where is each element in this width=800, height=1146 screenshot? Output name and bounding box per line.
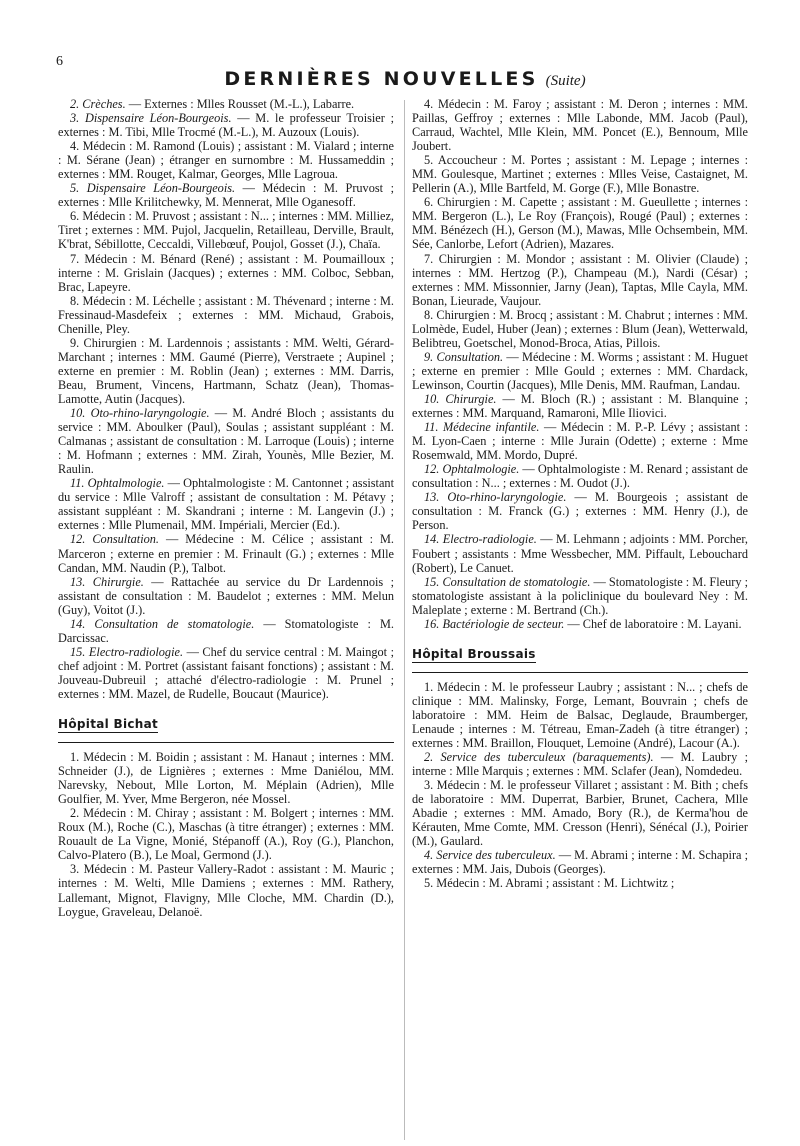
paragraph-text: 1. Médecin : M. Boidin ; assistant : M. Hanaut ; internes : MM. Schneider (J.), de Lignières ; externes : Mme Daniélou, MM. Narevsky, Nebout, Mlle Lorton, M. Méplain (Adrien), Mlle Goulfier, M. Yver, Mme Bergeron, née Mossel.: [58, 750, 394, 807]
paragraph: [412, 252, 748, 308]
left-column: [58, 97, 394, 919]
paragraph: [412, 195, 748, 251]
paragraph: [412, 420, 748, 462]
title-text: DERNIÈRES NOUVELLES: [224, 68, 539, 90]
paragraph-label: 12. Ophtalmologie.: [424, 462, 520, 477]
paragraph-label: 14. Consultation de stomatologie.: [70, 616, 255, 631]
paragraph-text: 4. Médecin : M. Ramond (Louis) ; assistant : M. Vialard ; interne : M. Sérane (Jean) ; étranger en surnombre : M. Hussameddin ; externes : MM. Rouget, Kalmar, Georges, Mlle Lagroua.: [58, 139, 394, 182]
paragraph-text: — Ophtalmologiste : M. Cantonnet ; assistant du service : Mlle Valroff ; assistant de consultation : M. Pétavy ; assistant suppléant : M. Skandrani ; interne : M. Langevin (J.) ; externes : Mlle Plumenail, MM. Impériali, Mercier (Ed.).: [58, 476, 394, 533]
paragraph: [58, 209, 394, 251]
paragraph-text: — M. Abrami ; interne : M. Schapira ; externes : MM. Jais, Dubois (Georges).: [412, 848, 749, 877]
paragraph-text: — M. le professeur Troisier ; externes : M. Tibi, Mlle Trocmé (M.-L.), M. Auzoux (Louis).: [58, 111, 395, 140]
paragraph-text: 8. Médecin : M. Léchelle ; assistant : M. Thévenard ; interne : M. Fressinaud-Masdefeix ; externes : MM. Michaud, Grabois, Chenille, Pley.: [58, 293, 394, 336]
broussais-paragraphs: [412, 680, 748, 891]
paragraph-text: 5. Médecin : M. Abrami ; assistant : M. Lichtwitz ;: [424, 876, 675, 891]
paragraph: [412, 350, 748, 392]
paragraph-text: 7. Médecin : M. Bénard (René) ; assistant : M. Poumailloux ; interne : M. Grislain (Jacques) ; externes : MM. Colboc, Sebban, Brac, Lapeyre.: [58, 251, 394, 294]
paragraph-label: 9. Consultation.: [424, 349, 504, 364]
paragraph-label: 4. Service des tuberculeux.: [424, 848, 556, 863]
paragraph-text: — M. André Bloch ; assistants du service : MM. Aboulker (Paul), Soulas ; assistant suppléant : M. Calmanas ; assistant de consultation : M. Larroque (Louis) ; interne : M. Hofmann ; externes : MM. Zirah, Younès, Mlle Bezier, M. Raulin.: [58, 406, 395, 477]
paragraph: [58, 406, 394, 476]
paragraph: [412, 392, 748, 420]
paragraph-label: 11. Ophtalmologie.: [70, 476, 165, 491]
paragraph: [58, 617, 394, 645]
column-divider: [404, 100, 405, 1140]
page-title: [60, 68, 750, 90]
paragraph-text: 1. Médecin : M. le professeur Laubry ; assistant : N... ; chefs de clinique : MM. Malinsky, Forge, Lemant, Bouvrain ; chefs de laboratoire : MM. Heim de Balsac, Deglaude, Braumberger, Lenaude ; internes : M. Tétreau, Eman-Zadeh (à titre étranger) ; externes : MM. Braillon, Flouquet, Lemoine (André), Lacour (A.).: [412, 679, 748, 751]
paragraph: [412, 153, 748, 195]
paragraph: [412, 848, 748, 876]
paragraph: [412, 680, 748, 750]
paragraph-text: — Médecine : M. Célice ; assistant : M. Marceron ; externe en premier : M. Frinault (G.) ; externes : Mlle Candan, MM. Naudin (P.), Talbot.: [58, 532, 394, 575]
paragraph-label: 13. Chirurgie.: [70, 574, 144, 589]
paragraph-label: 14. Electro-radiologie.: [424, 532, 537, 547]
paragraph-text: — M. Lehmann ; adjoints : MM. Porcher, Foubert ; assistants : Mme Wessbecher, MM. Piffault, Lebouchard (Robert), Le Canuet.: [412, 532, 748, 575]
paragraph: [58, 97, 394, 111]
paragraph-text: — Ophtalmologiste : M. Renard ; assistant de consultation : N... ; externes : M. Oudot (J.).: [412, 462, 748, 491]
paragraph: [58, 111, 394, 139]
paragraph-text: 3. Médecin : M. Pasteur Vallery-Radot : assistant : M. Mauric ; internes : M. Welti, Mlle Damiens ; externes : MM. Rathery, Lallemant, Mignot, Flavigny, Mlle Cloche, MM. Chardin (D.), Loygue, Graveleau, Delanoë.: [58, 862, 394, 919]
paragraph-text: — Stomatologiste : M. Darcissac.: [58, 616, 394, 645]
paragraph-text: — M. Laubry ; interne : Mlle Marquis ; externes : MM. Sclafer (Jean), Nomdedeu.: [412, 750, 748, 779]
paragraph-label: 15. Consultation de stomatologie.: [424, 574, 591, 589]
paragraph: [412, 462, 748, 490]
paragraph-text: 4. Médecin : M. Faroy ; assistant : M. Deron ; internes : MM. Paillas, Geffroy ; externes : Mlle Labonde, MM. Jacob (Paul), Carraud, Wachtel, Mlle Klein, MM. Poncet (E.), Bennoum, Mlle Joubert.: [412, 97, 748, 154]
paragraph: [58, 750, 394, 806]
paragraph-text: 8. Chirurgien : M. Brocq ; assistant : M. Chabrut ; internes : MM. Lolmède, Eudel, Huber (Jean) ; externes : Blum (Jean), Wetterwald, Belibtreu, Goetschel, Monod-Broca, Atias, Pillois.: [412, 307, 748, 350]
paragraph: [412, 308, 748, 350]
section-heading-broussais: Hôpital Broussais: [412, 647, 748, 663]
paragraph: [412, 876, 748, 890]
paragraph-text: 6. Médecin : M. Pruvost ; assistant : N... ; internes : MM. Milliez, Tiret ; externes : MM. Pujol, Jacquelin, Retailleau, Derville, Brault, K'brat, Sébillotte, Ceccaldi, Villebœuf, Poujol, Gosset (J.), Chaïa.: [58, 209, 394, 252]
left-paragraphs: [58, 97, 394, 701]
paragraph-text: — Stomatologiste : M. Fleury ; stomatologiste assistant à la policlinique du boulevard Ney : M. Maleplate ; externe : M. Bertrand (Ch.).: [412, 574, 748, 617]
page-number: 6: [56, 54, 63, 69]
paragraph: [58, 575, 394, 617]
paragraph: [58, 862, 394, 918]
paragraph-text: — Médecin : M. Pruvost ; externes : Mlle Krilitchewky, M. Mennerat, Mlle Oganesoff.: [58, 181, 395, 210]
paragraph: [58, 532, 394, 574]
paragraph: [412, 532, 748, 574]
paragraph-text: — Chef du service central : M. Maingot ; chef adjoint : M. Portret (assistant faisant fonctions) ; assistant : M. Jouveau-Dubreuil ; attaché d'électro-radiologie : M. Prunel ; externes : MM. Mazel, de Rudelle, Boucaut (Maurice).: [58, 644, 395, 701]
paragraph-label: 5. Dispensaire Léon-Bourgeois.: [70, 181, 236, 196]
paragraph-text: 3. Médecin : M. le professeur Villaret ; assistant : M. Bith ; chefs de laboratoire : MM. Duperrat, Barbier, Brunet, Cachera, Mlle Abadie ; externes : MM. Amado, Bory (R.), de Kerma'hou de Kérauten, Mme Comte, MM. Cresson (Henri), Sénécal (J.), Poirier (M.), Gaulard.: [412, 778, 748, 849]
paragraph-label: 16. Bactériologie de secteur.: [424, 616, 565, 631]
paragraph: [58, 252, 394, 294]
paragraph-label: 2. Service des tuberculeux (baraquements).: [424, 750, 654, 765]
paragraph-text: — M. Bourgeois ; assistant de consultation : M. Franck (G.) ; externes : MM. Henry (J.), de Person.: [412, 490, 749, 533]
paragraph: [412, 778, 748, 848]
paragraph-text: — Rattachée au service du Dr Lardennois ; assistant de consultation : M. Baudelot ; externes : MM. Melun (Guy), Voitot (J.).: [58, 574, 395, 617]
paragraph: [412, 750, 748, 778]
section-rule: [412, 672, 748, 673]
paragraph: [58, 806, 394, 862]
paragraph: [58, 294, 394, 336]
paragraph-text: 2. Médecin : M. Chiray ; assistant : M. Bolgert ; internes : MM. Roux (M.), Roche (C.), Maschas (à titre étranger) ; externes : MM. Rouault de La Vigne, Monié, Stépanoff (A.), Roy (G.), Planchon, Calvo-Platero (B.), Le Moal, Germond (J.).: [58, 806, 394, 863]
paragraph: [412, 617, 748, 631]
title-suffix: (Suite): [545, 73, 586, 89]
paragraph-text: — Externes : Mlles Rousset (M.-L.), Labarre.: [125, 97, 355, 111]
paragraph-text: 5. Accoucheur : M. Portes ; assistant : M. Lepage ; internes : MM. Goulesque, Martinet ; externes : Mlles Veise, Castaignet, M. Pellerin (A.), Mlle Bartfeld, M. Gorge (F.), Mlle Bonastre.: [412, 153, 748, 196]
paragraph: [58, 181, 394, 209]
paragraph: [58, 139, 394, 181]
paragraph-label: 11. Médecine infantile.: [424, 420, 540, 435]
paragraph-text: — M. Bloch (R.) ; assistant : M. Blanquine ; externes : MM. Marquand, Ramaroni, Mlle Iliovici.: [412, 391, 749, 421]
right-paragraphs: [412, 97, 748, 631]
bichat-paragraphs: [58, 750, 394, 919]
paragraph: [58, 476, 394, 532]
paragraph-text: — Chef de laboratoire : M. Layani.: [564, 616, 742, 631]
right-column: [412, 97, 748, 891]
paragraph-label: 13. Oto-rhino-laryngologie.: [424, 490, 567, 505]
paragraph-text: — Médecin : M. P.-P. Lévy ; assistant : M. Lyon-Caen ; interne : Mlle Jurain (Odette) ; externe : Mme Rosemwald, MM. Mordo, Dupré.: [412, 420, 748, 463]
paragraph: [58, 645, 394, 701]
paragraph-label: 12. Consultation.: [70, 532, 159, 547]
paragraph-label: 15. Electro-radiologie.: [70, 644, 184, 659]
paragraph-label: 3. Dispensaire Léon-Bourgeois.: [70, 111, 232, 126]
section-heading-bichat: Hôpital Bichat: [58, 717, 394, 733]
paragraph-text: 9. Chirurgien : M. Lardennois ; assistants : MM. Welti, Gérard-Marchant ; internes : MM. Gaumé (Pierre), Verstraete ; Aupinel ; externe en premier : M. Roblin (Jean) ; externes : MM. Darris, Beau, Brument, Vincens, Hartmann, Schatz (Jean), Thomas-Lamotte, Autin (Jacques).: [58, 335, 394, 406]
paragraph-label: 10. Oto-rhino-laryngologie.: [70, 406, 210, 421]
paragraph: [412, 97, 748, 153]
paragraph: [412, 575, 748, 617]
paragraph: [412, 490, 748, 532]
paragraph-text: — Médecine : M. Worms ; assistant : M. Huguet ; externe en premier : Mlle Gould ; externes : MM. Chardack, Lewinson, Courtin (Jacques), Mlle Denis, MM. Raufman, Landau.: [412, 349, 748, 392]
paragraph-label: 2. Crèches.: [70, 97, 126, 111]
paragraph: [58, 336, 394, 406]
paragraph-label: 10. Chirurgie.: [424, 391, 497, 406]
paragraph-text: 7. Chirurgien : M. Mondor ; assistant : M. Olivier (Claude) ; internes : MM. Hertzog (P.), Champeau (M.), Nardi (César) ; externes : MM. Missonnier, Jarny (Jean), Taptas, Mlle Cayla, MM. Bonan, Lieurade, Vaujour.: [412, 251, 748, 308]
paragraph-text: 6. Chirurgien : M. Capette ; assistant : M. Gueullette ; internes : MM. Bergeron (L.), Le Roy (François), Rougé (Paul) ; externes : MM. Bénézech (H.), Gerson (M.), Mawas, Mlle Ochsembein, MM. Sée, Canlorbe, Lefort (Adrien), Mazares.: [412, 195, 748, 252]
section-rule: [58, 742, 394, 743]
